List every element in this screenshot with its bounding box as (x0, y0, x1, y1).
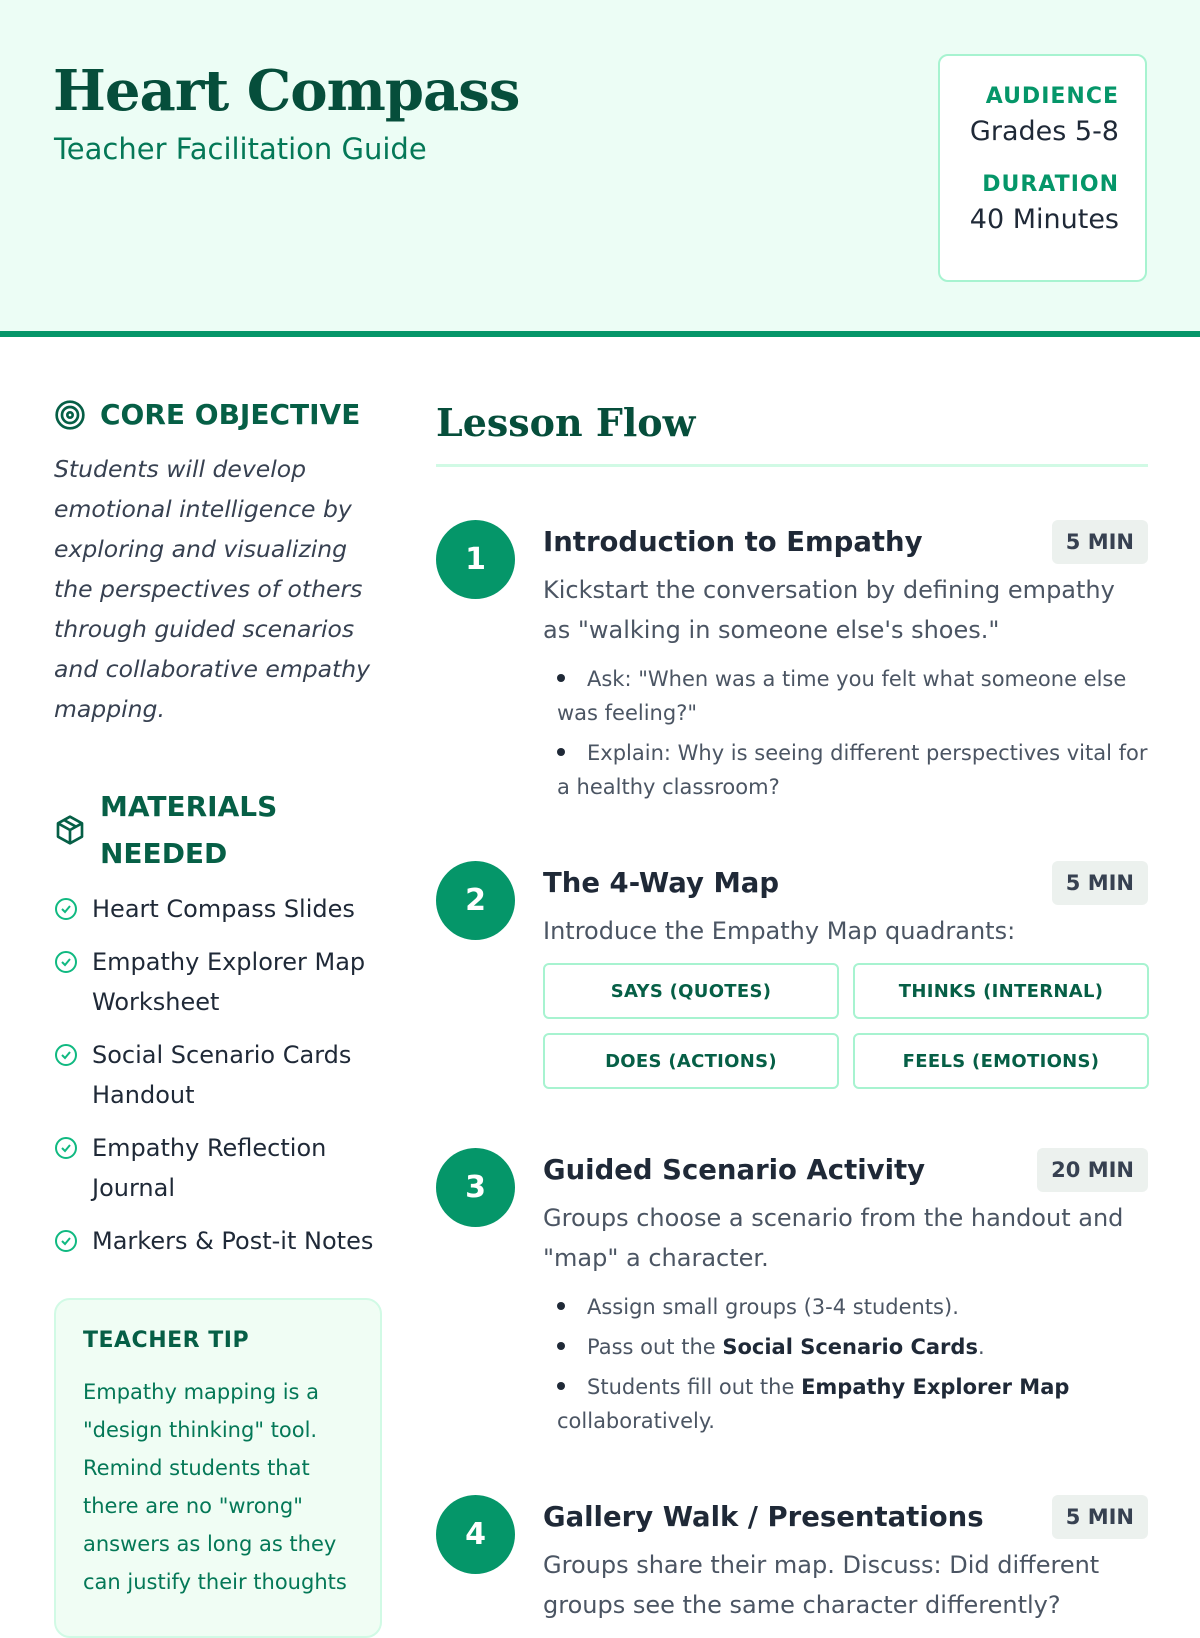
lesson-info-card (938, 54, 1147, 282)
list-item (54, 1128, 384, 1208)
objective-heading (54, 398, 384, 431)
tip-text: Empathy mapping is a "design thinking" tool. Remind students that there are no "wrong" answers as long as they can justify their thoughts (83, 1380, 347, 1594)
header-banner (0, 0, 1200, 337)
bullet-text: . (977, 1335, 985, 1359)
step-header (543, 1495, 1148, 1541)
step-header (543, 1148, 1148, 1194)
lesson-flow-title: Lesson Flow (436, 400, 696, 445)
step-description: Groups share their map. Discuss: Did different groups see the same character differently? (543, 1551, 1100, 1619)
step-description: Groups choose a scenario from the handout and "map" a character. (543, 1204, 1124, 1272)
bullet-dot (557, 1302, 565, 1310)
empathy-map-quadrants (543, 963, 1148, 1089)
bullet-text: Students fill out the (587, 1375, 802, 1399)
bullet-dot (557, 748, 565, 756)
check-circle-icon (54, 897, 78, 921)
bullet-emphasis: Empathy Explorer Map (801, 1375, 1070, 1399)
step-title: The 4-Way Map (543, 867, 780, 899)
step-number-badge: 4 (436, 1495, 515, 1574)
page-title: Heart Compass (53, 58, 520, 124)
materials-list (54, 889, 384, 1261)
material-label: Empathy Explorer Map Worksheet (92, 948, 366, 1016)
material-label: Markers & Post-it Notes (92, 1227, 374, 1255)
step-title: Introduction to Empathy (543, 526, 923, 558)
list-item (557, 662, 1148, 730)
list-item (557, 1370, 1148, 1438)
bullet-emphasis: Social Scenario Cards (722, 1335, 978, 1359)
bullet-text: Pass out the (587, 1335, 723, 1359)
material-label: Heart Compass Slides (92, 895, 355, 923)
material-label: Social Scenario Cards Handout (92, 1041, 352, 1109)
step-content (543, 1148, 1148, 1444)
bullet-text: Ask: "When was a time you felt what someone else was feeling?" (557, 667, 1127, 725)
material-label: Empathy Reflection Journal (92, 1134, 327, 1202)
step-content (543, 1495, 1148, 1625)
quadrant-thinks: THINKS (INTERNAL) (853, 963, 1149, 1019)
bullet-text: Explain: Why is seeing different perspectives vital for a healthy classroom? (557, 741, 1148, 799)
step-content (543, 520, 1148, 810)
step-title: Guided Scenario Activity (543, 1154, 926, 1186)
sidebar (54, 398, 384, 1274)
list-item (557, 736, 1148, 804)
tip-title: TEACHER TIP (83, 1328, 250, 1353)
materials-heading (54, 783, 384, 877)
step-duration-badge: 5 MIN (1052, 520, 1148, 564)
step-number-badge: 1 (436, 520, 515, 599)
step-description: Introduce the Empathy Map quadrants: (543, 917, 1016, 945)
step-number-badge: 3 (436, 1148, 515, 1227)
step-title: Gallery Walk / Presentations (543, 1501, 984, 1533)
quadrant-says: SAYS (QUOTES) (543, 963, 839, 1019)
materials-heading-line2: NEEDED (100, 837, 228, 870)
step-duration-badge: 5 MIN (1052, 1495, 1148, 1539)
materials-heading-line1: MATERIALS (100, 790, 278, 823)
duration-value: 40 Minutes (969, 204, 1119, 235)
page-subtitle: Teacher Facilitation Guide (54, 132, 427, 166)
step-header (543, 861, 1148, 907)
step-content (543, 861, 1148, 1089)
check-circle-icon (54, 1136, 78, 1160)
check-circle-icon (54, 950, 78, 974)
bullet-dot (557, 1382, 565, 1390)
step-bullets (543, 662, 1148, 804)
step-duration-badge: 20 MIN (1037, 1148, 1148, 1192)
divider (436, 464, 1148, 467)
audience-value: Grades 5-8 (969, 116, 1119, 147)
step-description: Kickstart the conversation by defining empathy as "walking in someone else's shoes." (543, 576, 1115, 644)
package-icon (54, 814, 86, 846)
bullet-text: collaboratively. (557, 1409, 715, 1433)
bullet-dot (557, 674, 565, 682)
check-circle-icon (54, 1043, 78, 1067)
list-item (54, 1035, 384, 1115)
list-item (54, 942, 384, 1022)
target-icon (54, 399, 86, 431)
audience-label: AUDIENCE (985, 84, 1119, 109)
objective-text: Students will develop emotional intelligence by exploring and visualizing the perspectives of others through guided scenarios and collaborative empathy mapping. (54, 455, 371, 723)
quadrant-feels: FEELS (EMOTIONS) (853, 1033, 1149, 1089)
teacher-tip-box (54, 1298, 382, 1638)
quadrant-does: DOES (ACTIONS) (543, 1033, 839, 1089)
step-bullets (543, 1290, 1148, 1438)
list-item (54, 889, 384, 929)
list-item (557, 1290, 1148, 1324)
step-duration-badge: 5 MIN (1052, 861, 1148, 905)
bullet-text: Assign small groups (3-4 students). (587, 1295, 959, 1319)
duration-label: DURATION (982, 172, 1119, 197)
check-circle-icon (54, 1229, 78, 1253)
list-item (54, 1221, 384, 1261)
step-header (543, 520, 1148, 566)
list-item (557, 1330, 1148, 1364)
bullet-dot (557, 1342, 565, 1350)
step-number-badge: 2 (436, 861, 515, 940)
objective-heading-text: CORE OBJECTIVE (100, 398, 361, 431)
